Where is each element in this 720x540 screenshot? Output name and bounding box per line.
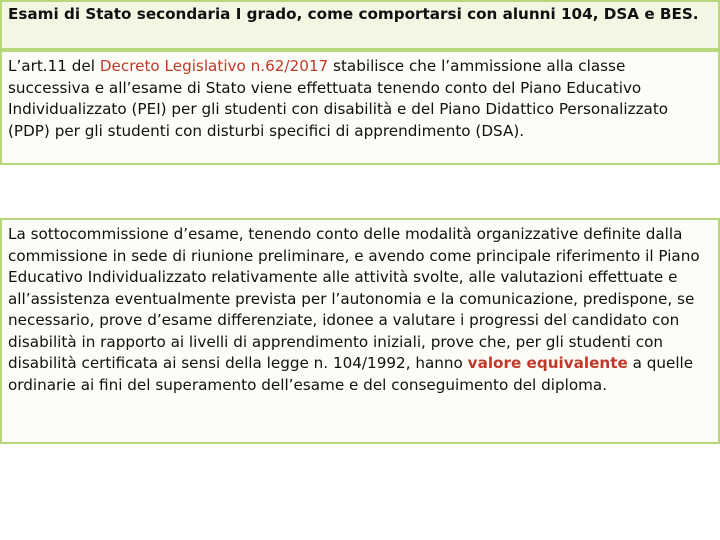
detail-text-end: a quelle ordinarie ai fini del superamento dell’esame e del conseguimento del diploma. — [8, 354, 694, 394]
intro-box — [0, 50, 720, 165]
page-title: Esami di Stato secondaria I grado, come comportarsi con alunni 104, DSA e BES. — [8, 5, 699, 23]
detail-box — [0, 218, 720, 444]
equivalent-value-highlight: valore equivalente — [467, 354, 628, 372]
title-box — [0, 0, 720, 50]
decree-link[interactable]: Decreto Legislativo n.62/2017 — [99, 57, 329, 75]
detail-text-start: La sottocommissione d’esame, tenendo conto delle modalità organizzative definite dalla commissione in sede di riunione preliminare, e avendo come principale riferimento il Piano Educativo Individualizzato relativamente alle attività svolte, alle valutazioni effettuate e all’assistenza eventualmente prevista per l’autonomia e la comunicazione, predispone, se necessario, prove d’esame differenziate, idonee a valutare i progressi del candidato con disabilità in rapporto ai livelli di apprendimento iniziali, prove che, per gli studenti con disabilità certificata ai sensi della legge n. 104/1992, hanno — [8, 225, 700, 372]
intro-paragraph — [8, 56, 712, 142]
intro-text-start: L’art.11 del — [8, 57, 100, 75]
intro-text-end: stabilisce che l’ammissione alla classe successiva e all’esame di Stato viene effettuata tenendo conto del Piano Educativo Individualizzato (PEI) per gli studenti con disabilità e del Piano Didattico Personalizzato (PDP) per gli studenti con disturbi specifici di apprendimento (DSA). — [8, 57, 669, 140]
detail-paragraph — [8, 224, 712, 396]
